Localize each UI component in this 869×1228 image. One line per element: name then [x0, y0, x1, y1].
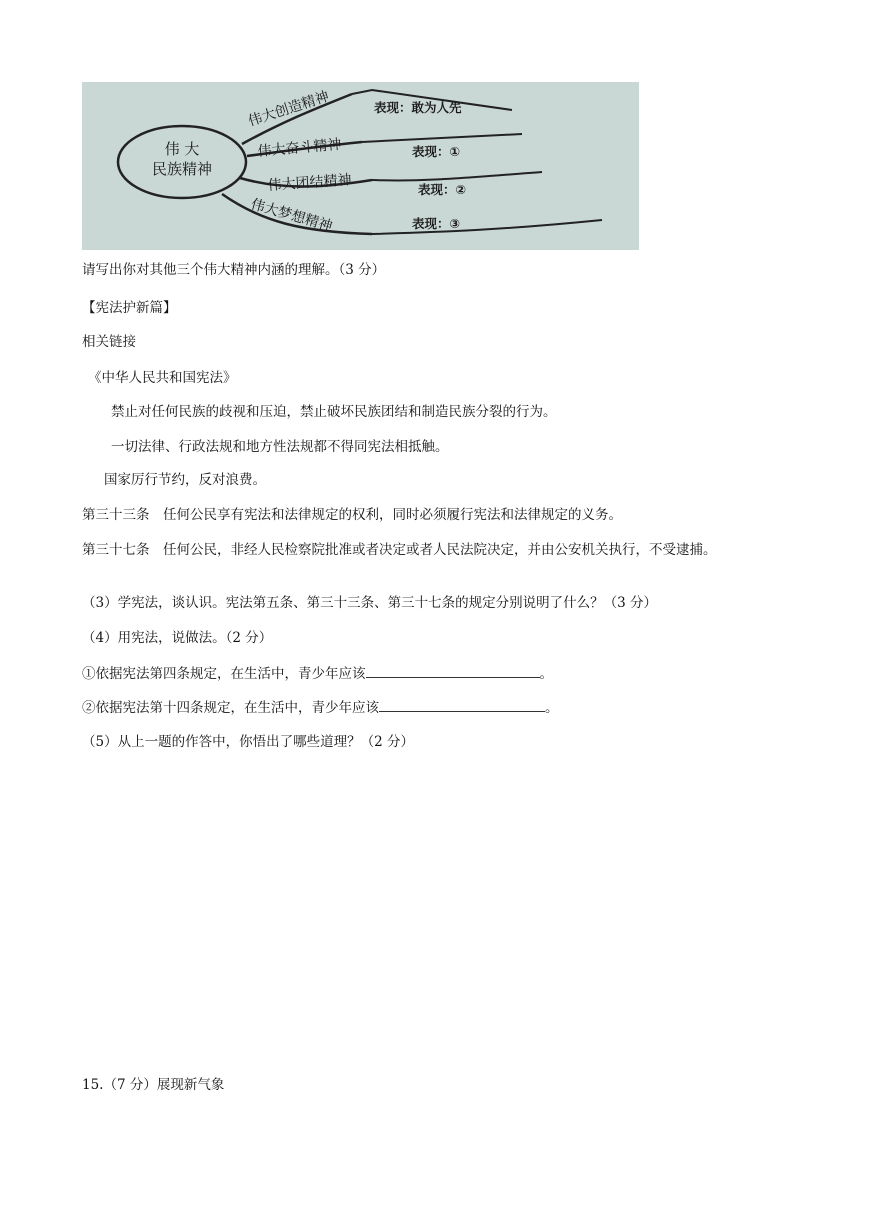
answer-blank-1[interactable]: [366, 663, 540, 678]
branch-name-3: 伟大团结精神: [267, 172, 353, 194]
question-4-2: [82, 697, 559, 718]
clause-1: 禁止对任何民族的歧视和压迫，禁止破坏民族团结和制造民族分裂的行为。: [111, 404, 557, 420]
question-4-1: [82, 663, 553, 684]
question-4: （4）用宪法，说做法。（2 分）: [82, 630, 273, 646]
branch-name-1: 伟大创造精神: [246, 88, 332, 130]
question-4-1-text: ①依据宪法第四条规定，在生活中，青少年应该: [82, 666, 366, 682]
question-4-2-text: ②依据宪法第十四条规定，在生活中，青少年应该: [82, 700, 379, 716]
branch-label-2: 表现：①: [412, 144, 461, 159]
question-4-2-end: 。: [545, 700, 559, 716]
section-title: 【宪法护新篇】: [82, 300, 177, 316]
question-15: 15.（7 分）展现新气象: [82, 1077, 225, 1093]
branch-label-4: 表现：③: [412, 216, 461, 231]
question-5: （5）从上一题的作答中，你悟出了哪些道理？（2 分）: [82, 734, 414, 750]
question-3: （3）学宪法，谈认识。宪法第五条、第三十三条、第三十七条的规定分别说明了什么？（3 分）: [82, 595, 657, 611]
related-links: 相关链接: [82, 334, 136, 350]
answer-blank-2[interactable]: [379, 697, 545, 712]
branch-name-4: 伟大梦想精神: [248, 196, 335, 235]
center-label-line2: 民族精神: [151, 160, 213, 178]
clause-2: 一切法律、行政法规和地方性法规都不得同宪法相抵触。: [111, 439, 449, 455]
center-label-line1: 伟 大: [164, 140, 200, 158]
article-37: 第三十七条 任何公民，非经人民检察院批准或者决定或者人民法院决定，并由公安机关执行，不受逮捕。: [82, 542, 717, 558]
mind-map-photo: [82, 82, 639, 250]
article-33: 第三十三条 任何公民享有宪法和法律规定的权利，同时必须履行宪法和法律规定的义务。: [82, 507, 622, 523]
branch-label-3: 表现：②: [418, 182, 467, 197]
question-4-1-end: 。: [539, 666, 553, 682]
question-understand: 请写出你对其他三个伟大精神内涵的理解。（3 分）: [82, 262, 386, 278]
clause-3: 国家厉行节约，反对浪费。: [104, 472, 266, 488]
branch-label-1: 表现：敢为人先: [374, 100, 462, 115]
branch-name-2: 伟大奋斗精神: [256, 136, 343, 160]
constitution-title: 《中华人民共和国宪法》: [88, 370, 237, 386]
mind-map-diagram: [82, 82, 639, 250]
